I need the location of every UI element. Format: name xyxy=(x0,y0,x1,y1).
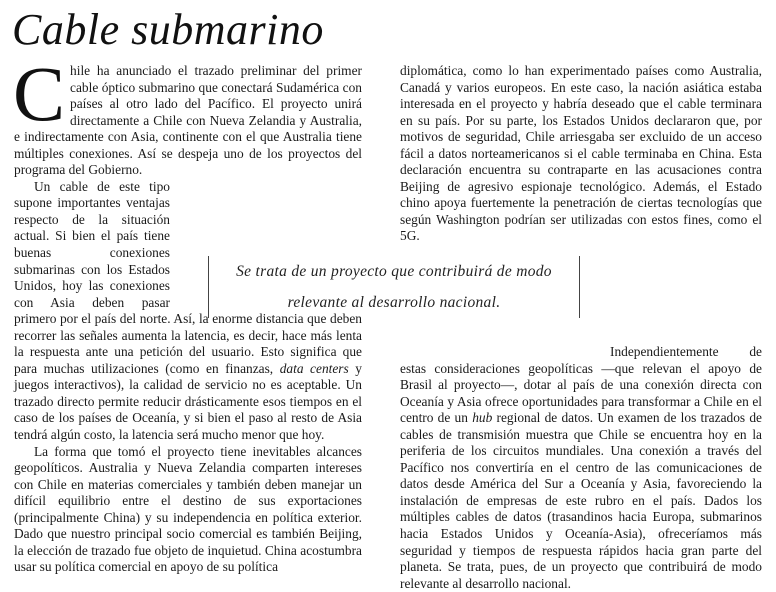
paragraph-1 xyxy=(13,50,362,179)
article-column-left xyxy=(13,50,362,576)
paragraph-3-continued: diplomática, como lo han experimentado países como Australia, Canadá y varios europeos. En este caso, la nación asiática estaba interesada en el proyecto y habría deseado que el cable terminara en su país. Por su parte, los Estados Unidos declararon que, por motivos de seguridad, Chile arriesgaba ser excluido de un acceso fácil a datos norteamericanos si el cable terminaba en China. Esta declaración encuentra su contraparte en las acusaciones contra Beijing de agresivo espionaje tecnológico. Además, el Estado chino apoya fuertemente la penetración de ciertas tecnologías que según Washington podrían ser utilizadas con estos fines, como el 5G. xyxy=(400,63,762,244)
article-title: Cable submarino xyxy=(12,5,324,54)
paragraph-1-text: hile ha anunciado el trazado preliminar del primer cable óptico submarino que conectará Sudamérica con países al otro lado del Pacífico. El proyecto unirá directamente a Chile con Nueva Zelandia y Australia, e indirectamente con Asia, continente con el que Australia tiene múltiples conexiones. Así se despeja uno de los proyectos del programa del Gobierno. xyxy=(14,63,362,178)
dropcap: C xyxy=(13,50,66,137)
paragraph-2-text-start: Un cable de este tipo supone importantes ventajas respecto de la situación actual. Si bien el país tiene buenas conexiones submarinas con los Estados Unidos, hoy las conexiones con Asia deben pasar primero por el país del norte. Así, la enorme distancia que deben recorrer las señales aumenta la latencia, es decir, hace más lenta la respuesta ante una petición del usuario. Esto significa que para muchas utilizaciones (como en finanzas, xyxy=(14,178,362,376)
paragraph-3: La forma que tomó el proyecto tiene inevitables alcances geopolíticos. Australia y Nueva Zelandia comparten intereses con Chile en materias comerciales y también deben manejar un difícil equilibrio entre el destino de sus exportaciones (principalmente China) y su independencia en política exterior. Dado que nuestro principal socio comercial es también Beijing, la elección de trazado fue objeto de inquietud. China acostumbra usar su política comercial en apoyo de su política xyxy=(14,443,362,575)
article-column-right xyxy=(400,63,762,592)
paragraph-4-text-start: Independientemente de estas consideraciones geopolíticas —que relevan el apoyo de Brasil al proyecto—, dotar al país de una conexión directa con Oceanía y Asia ofrece oportunidades para transformar a Chile en el centro de un xyxy=(400,344,762,426)
pull-quote: Se trata de un proyecto que contribuirá de modo relevante al desarrollo nacional. xyxy=(208,256,580,318)
paragraph-2-emphasis: data centers xyxy=(279,360,349,376)
paragraph-4-emphasis: hub xyxy=(472,410,493,426)
paragraph-2-text-end: y juegos interactivos), la calidad de servicio no es aceptable. Un trazado directo permite reducir drásticamente esos tiempos en el caso de los países de Oceanía, y si bien el paso al resto de Asia tendrá algún costo, la latencia será mucho menor que hoy. xyxy=(14,360,362,443)
paragraph-4-text-end: regional de datos. Un examen de los trazados de cables de transmisión muestra que Chile se encuentra hoy en la periferia de los circuitos mundiales. Una conexión a través del Pacífico nos convertiría en el centro de las comunicaciones de datos desde América del Sur a Oceanía y Asia, favoreciendo la instalación de empresas de este rubro en el país. Dados los múltiples cables de datos (trasandinos hacia Europa, submarinos hacia Estados Unidos y Oceanía-Asia), ofreceríamos más seguridad y tiempos de respuesta rápidos hacia gran parte del planeta. Se trata, pues, de un proyecto que contribuirá de modo relevante al desarrollo nacional. xyxy=(400,410,762,591)
